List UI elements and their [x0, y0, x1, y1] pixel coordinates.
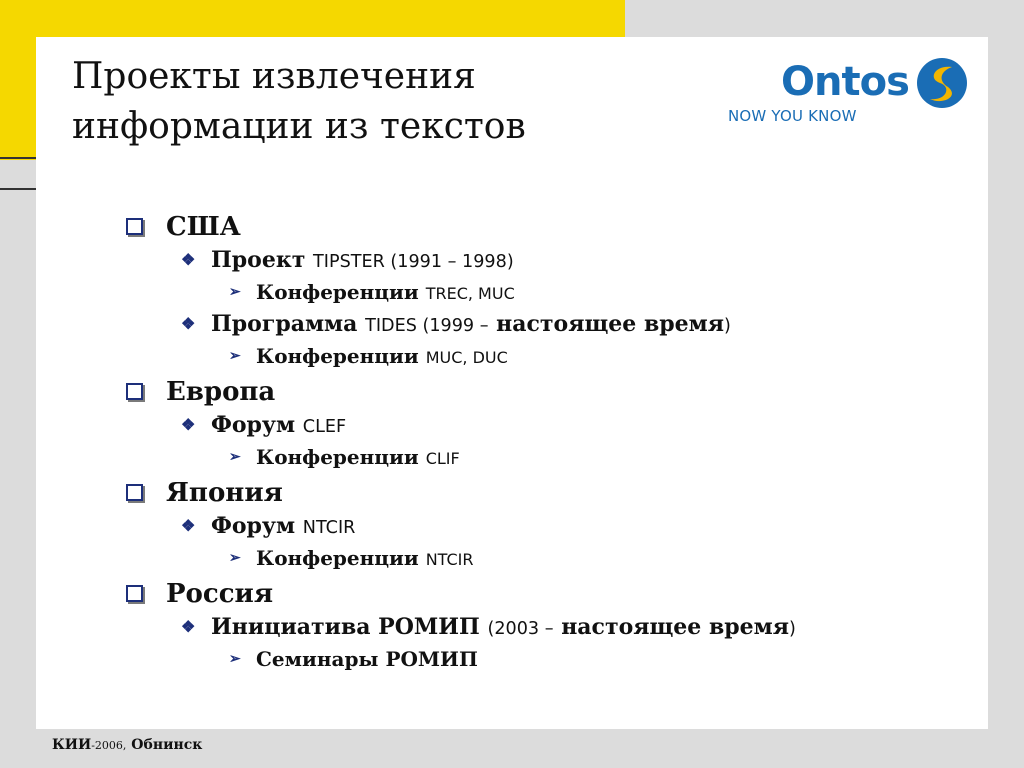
list-item-ntcir-conf: ➢ Конференции NTCIR — [126, 542, 956, 574]
title-line-2: информации из текстов — [72, 106, 526, 147]
list-item-tides-conf: ➢ Конференции MUC, DUC — [126, 340, 956, 372]
list-item-clif: ➢ Конференции CLIF — [126, 441, 956, 473]
arrow-bullet-icon: ➢ — [229, 284, 241, 300]
diamond-bullet-icon: ❖ — [181, 516, 196, 535]
arrow-bullet-icon: ➢ — [229, 449, 241, 465]
slide-footer: КИИ-2006, Обнинск — [52, 737, 203, 753]
square-bullet-icon — [126, 476, 143, 510]
list-item-japan: Япония — [126, 476, 956, 510]
diamond-bullet-icon: ❖ — [181, 250, 196, 269]
list-item-europe: Европа — [126, 375, 956, 409]
diamond-bullet-icon: ❖ — [181, 314, 196, 333]
list-item-tides: ❖ Программа TIDES (1999 – настоящее время) — [126, 308, 956, 340]
diamond-bullet-icon: ❖ — [181, 617, 196, 636]
square-bullet-icon — [126, 375, 143, 409]
logo-wordmark: Ontos — [781, 59, 909, 105]
list-item-tipster-conf: ➢ Конференции TREC, MUC — [126, 276, 956, 308]
square-bullet-icon — [126, 577, 143, 611]
bullet-list — [126, 207, 956, 675]
ontos-logo — [726, 57, 976, 147]
slide-panel — [36, 37, 988, 729]
slide-title — [72, 52, 632, 152]
list-item-ntcir-forum: ❖ Форум NTCIR — [126, 510, 956, 542]
divider-line — [0, 157, 36, 159]
diamond-bullet-icon: ❖ — [181, 415, 196, 434]
arrow-bullet-icon: ➢ — [229, 651, 241, 667]
logo-tagline: NOW YOU KNOW — [728, 107, 857, 125]
list-item-romip-initiative: ❖ Инициатива РОМИП (2003 – настоящее время) — [126, 611, 956, 643]
list-item-tipster: ❖ Проект TIPSTER (1991 – 1998) — [126, 244, 956, 276]
arrow-bullet-icon: ➢ — [229, 550, 241, 566]
list-item-russia: Россия — [126, 577, 956, 611]
title-line-1: Проекты извлечения — [72, 56, 476, 97]
ontos-s-icon — [916, 57, 968, 109]
list-item-clef: ❖ Форум CLEF — [126, 409, 956, 441]
list-item-romip-seminars: ➢ Семинары РОМИП — [126, 643, 956, 675]
arrow-bullet-icon: ➢ — [229, 348, 241, 364]
list-item-usa: США — [126, 210, 956, 244]
divider-line — [0, 188, 36, 190]
square-bullet-icon — [126, 210, 143, 244]
